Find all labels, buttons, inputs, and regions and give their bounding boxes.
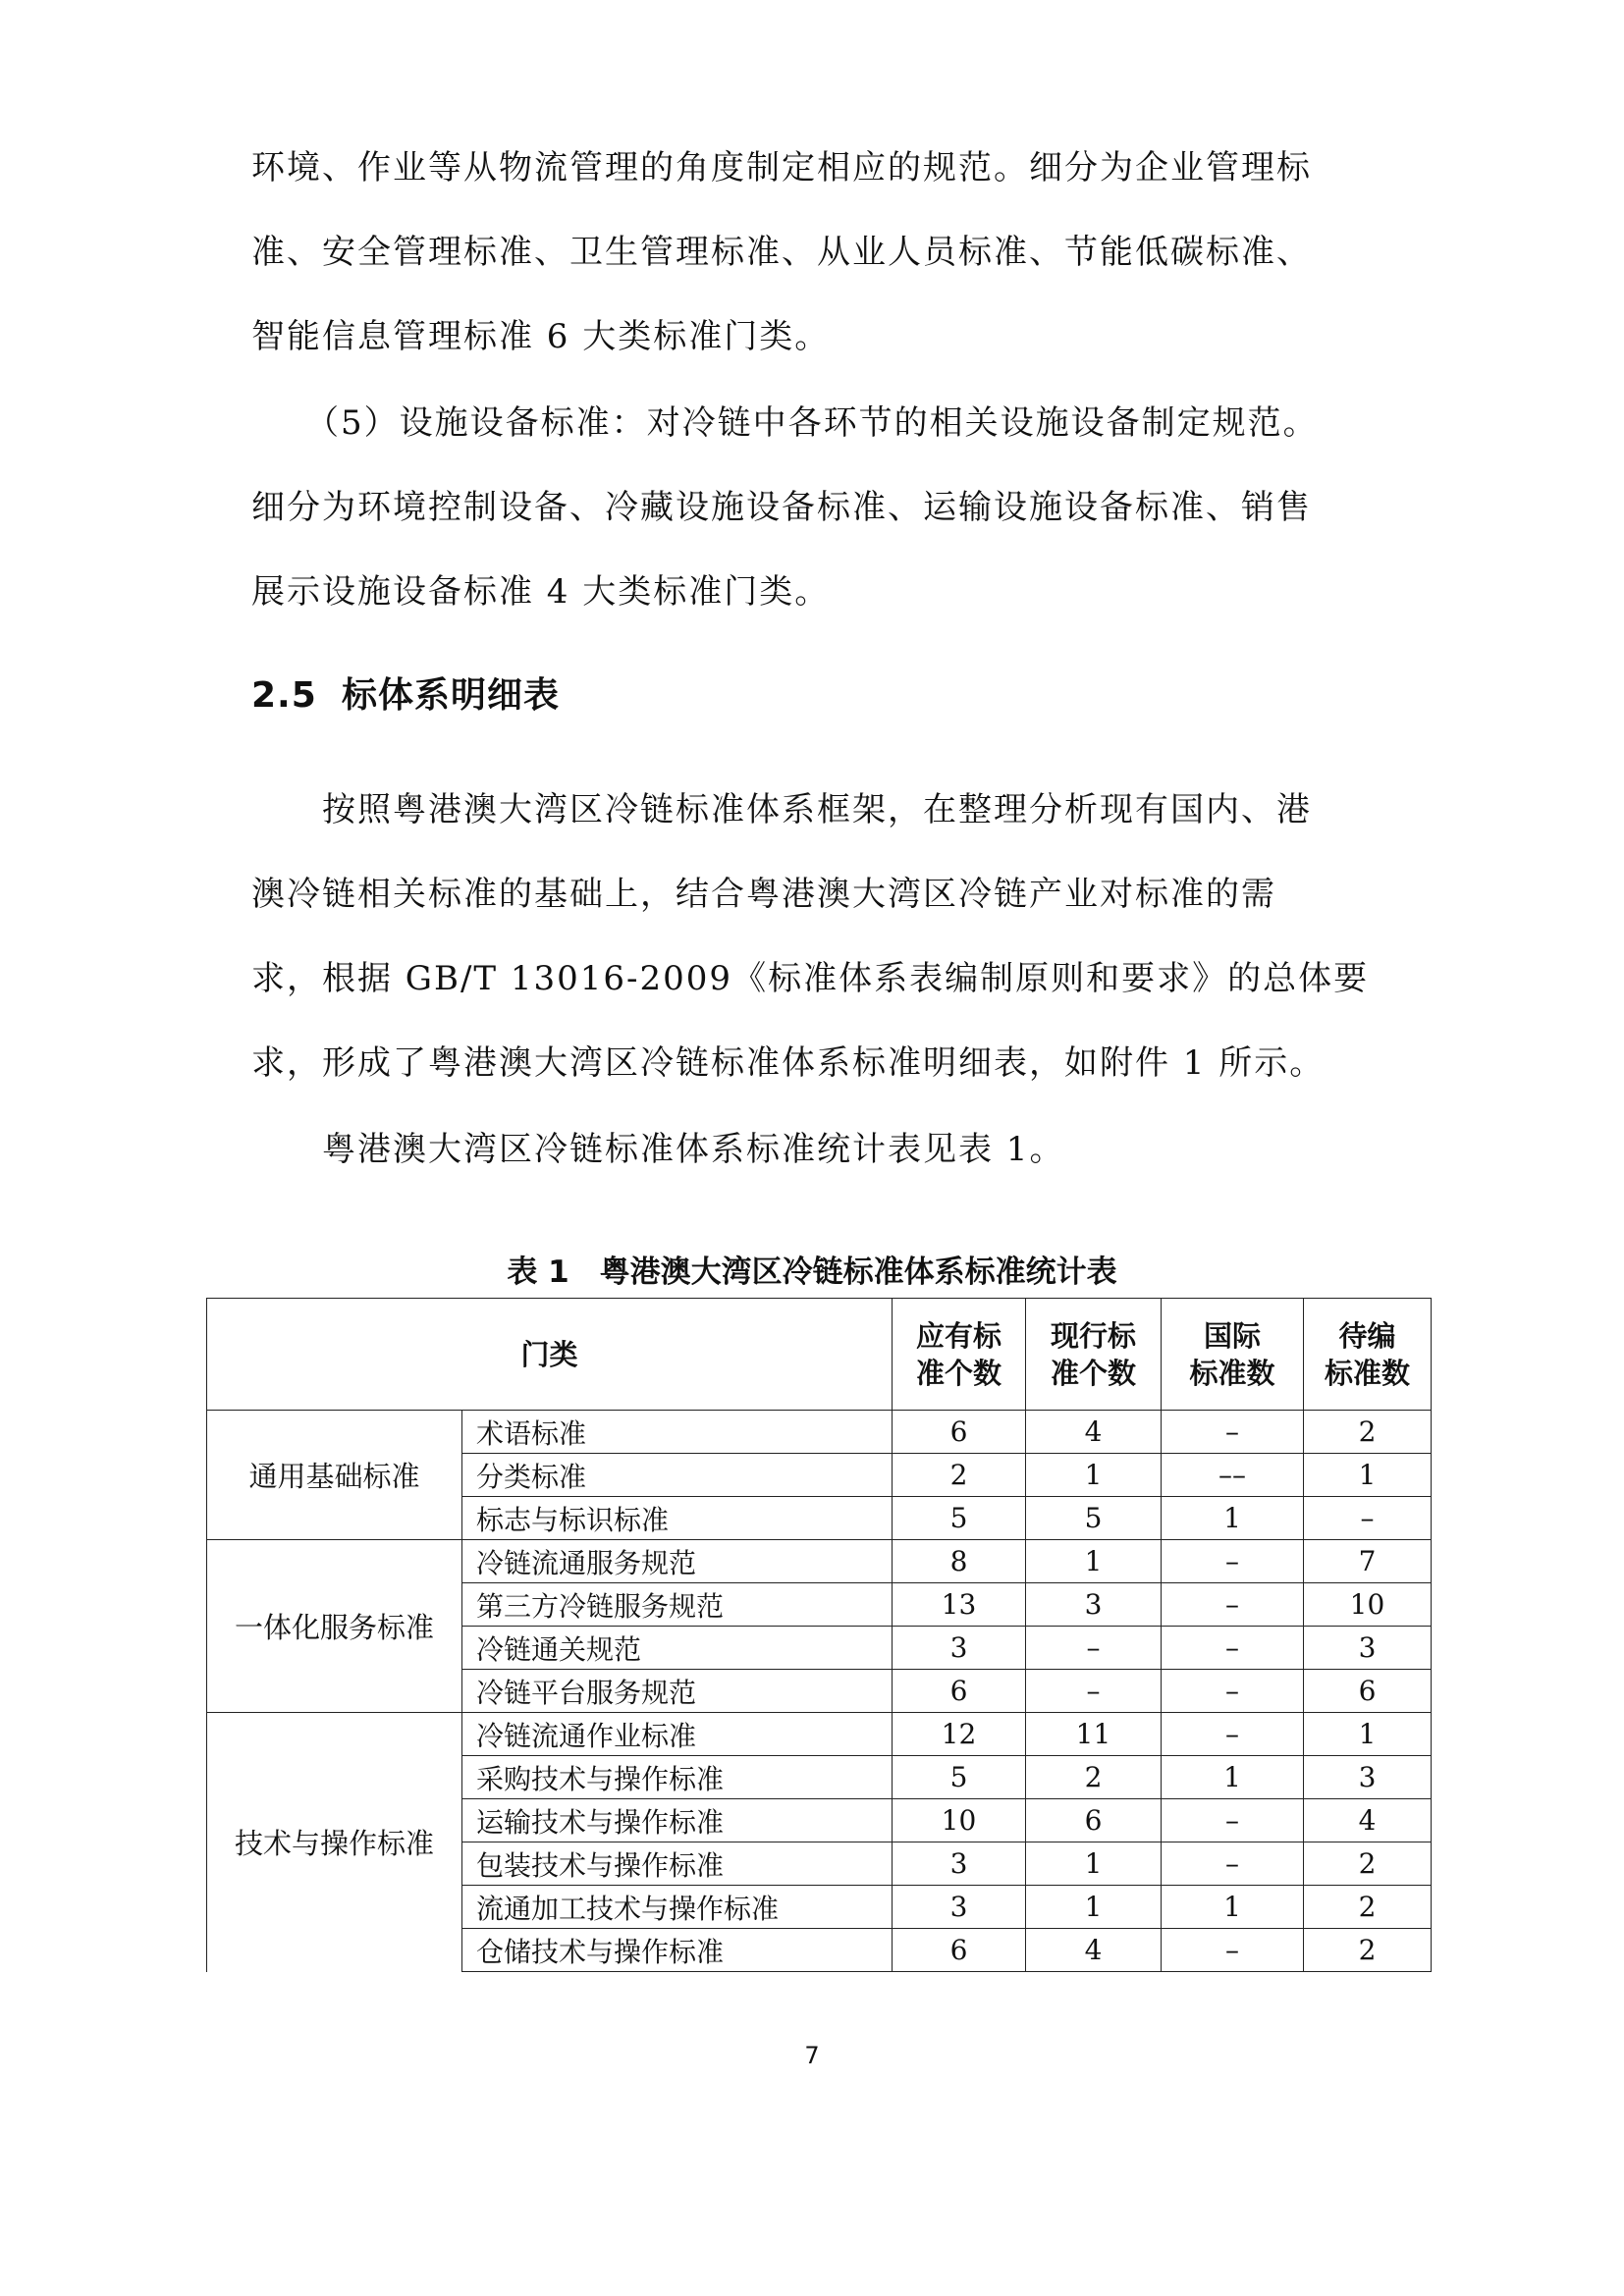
- value-cell: –: [1162, 1411, 1304, 1454]
- value-cell: 6: [893, 1929, 1026, 1972]
- value-cell: 2: [1026, 1756, 1162, 1799]
- table-row: [207, 1540, 1432, 1583]
- value-cell: 3: [893, 1627, 1026, 1670]
- table-caption: 表 1 粤港澳大湾区冷链标准体系标准统计表: [507, 1255, 1117, 1290]
- value-cell: –: [1162, 1713, 1304, 1756]
- value-cell: 6: [1304, 1670, 1432, 1713]
- value-cell: 6: [1026, 1799, 1162, 1842]
- text-line: 求，根据 GB/T 13016-2009《标准体系表编制原则和要求》的总体要: [251, 959, 1370, 998]
- paragraph-facility-equipment: [251, 381, 1390, 634]
- value-cell: –: [1026, 1670, 1162, 1713]
- category-cell: 一体化服务标准: [207, 1540, 462, 1713]
- header-line: 标准数: [1189, 1356, 1275, 1390]
- paragraph-logistics-management: [251, 126, 1390, 379]
- item-cell: 第三方冷链服务规范: [462, 1583, 893, 1627]
- value-cell: –: [1304, 1497, 1432, 1540]
- value-cell: –: [1162, 1583, 1304, 1627]
- item-cell: 标志与标识标准: [462, 1497, 893, 1540]
- value-cell: 1: [1162, 1497, 1304, 1540]
- paragraph-table-reference: [251, 1107, 1390, 1192]
- header-pending-count: [1304, 1299, 1432, 1411]
- value-cell: 5: [1026, 1497, 1162, 1540]
- value-cell: –: [1162, 1670, 1304, 1713]
- text-line: 环境、作业等从物流管理的角度制定相应的规范。细分为企业管理标: [251, 148, 1312, 187]
- item-cell: 采购技术与操作标准: [462, 1756, 893, 1799]
- value-cell: 7: [1304, 1540, 1432, 1583]
- table-row: [207, 1713, 1432, 1756]
- value-cell: 2: [1304, 1842, 1432, 1886]
- value-cell: 12: [893, 1713, 1026, 1756]
- text-line: 按照粤港澳大湾区冷链标准体系框架，在整理分析现有国内、港: [251, 790, 1312, 829]
- text-line: 澳冷链相关标准的基础上，结合粤港澳大湾区冷链产业对标准的需: [251, 875, 1276, 914]
- item-cell: 冷链平台服务规范: [462, 1670, 893, 1713]
- value-cell: 11: [1026, 1713, 1162, 1756]
- value-cell: 4: [1026, 1929, 1162, 1972]
- item-cell: 流通加工技术与操作标准: [462, 1886, 893, 1929]
- item-cell: 包装技术与操作标准: [462, 1842, 893, 1886]
- value-cell: 1: [1162, 1756, 1304, 1799]
- item-cell: 冷链通关规范: [462, 1627, 893, 1670]
- section-number: 2.5: [251, 675, 317, 716]
- table-header-row: [207, 1299, 1432, 1411]
- value-cell: 2: [893, 1454, 1026, 1497]
- text-line: （5）设施设备标准：对冷链中各环节的相关设施设备制定规范。: [251, 403, 1319, 443]
- value-cell: –: [1162, 1627, 1304, 1670]
- value-cell: 3: [893, 1886, 1026, 1929]
- value-cell: 6: [893, 1411, 1026, 1454]
- value-cell: ––: [1162, 1454, 1304, 1497]
- value-cell: 13: [893, 1583, 1026, 1627]
- header-line: 应有标: [915, 1318, 1001, 1353]
- item-cell: 仓储技术与操作标准: [462, 1929, 893, 1972]
- value-cell: 2: [1304, 1411, 1432, 1454]
- value-cell: 1: [1162, 1886, 1304, 1929]
- value-cell: 1: [1304, 1454, 1432, 1497]
- header-line: 标准数: [1324, 1356, 1410, 1390]
- value-cell: 2: [1304, 1886, 1432, 1929]
- header-line: 国际: [1203, 1318, 1261, 1353]
- header-required-count: [893, 1299, 1026, 1411]
- header-category: 门类: [207, 1299, 893, 1411]
- value-cell: 5: [893, 1497, 1026, 1540]
- text-line: 智能信息管理标准 6 大类标准门类。: [251, 317, 831, 356]
- page-number: 7: [804, 2042, 820, 2069]
- table-row: [207, 1411, 1432, 1454]
- header-current-count: [1026, 1299, 1162, 1411]
- section-heading: [251, 667, 560, 718]
- value-cell: 4: [1026, 1411, 1162, 1454]
- value-cell: 3: [1304, 1627, 1432, 1670]
- header-line: 现行标: [1050, 1318, 1136, 1353]
- value-cell: 10: [893, 1799, 1026, 1842]
- value-cell: 5: [893, 1756, 1026, 1799]
- text-line: 细分为环境控制设备、冷藏设施设备标准、运输设施设备标准、销售: [251, 488, 1312, 527]
- value-cell: –: [1162, 1799, 1304, 1842]
- value-cell: 1: [1026, 1886, 1162, 1929]
- text-line: 展示设施设备标准 4 大类标准门类。: [251, 572, 831, 612]
- item-cell: 分类标准: [462, 1454, 893, 1497]
- item-cell: 冷链流通服务规范: [462, 1540, 893, 1583]
- value-cell: –: [1162, 1929, 1304, 1972]
- value-cell: 8: [893, 1540, 1026, 1583]
- header-line: 准个数: [915, 1356, 1001, 1390]
- value-cell: –: [1162, 1540, 1304, 1583]
- value-cell: 3: [893, 1842, 1026, 1886]
- item-cell: 术语标准: [462, 1411, 893, 1454]
- item-cell: 冷链流通作业标准: [462, 1713, 893, 1756]
- text-line: 准、安全管理标准、卫生管理标准、从业人员标准、节能低碳标准、: [251, 233, 1312, 272]
- header-international-count: [1162, 1299, 1304, 1411]
- category-cell: 通用基础标准: [207, 1411, 462, 1540]
- value-cell: 6: [893, 1670, 1026, 1713]
- value-cell: –: [1026, 1627, 1162, 1670]
- category-cell: 技术与操作标准: [207, 1713, 462, 1972]
- value-cell: 1: [1026, 1842, 1162, 1886]
- value-cell: 4: [1304, 1799, 1432, 1842]
- value-cell: 1: [1304, 1713, 1432, 1756]
- section-title: 标体系明细表: [342, 675, 561, 716]
- header-line: 待编: [1338, 1318, 1396, 1353]
- value-cell: 2: [1304, 1929, 1432, 1972]
- item-cell: 运输技术与操作标准: [462, 1799, 893, 1842]
- value-cell: 3: [1026, 1583, 1162, 1627]
- header-line: 准个数: [1050, 1356, 1136, 1390]
- value-cell: 10: [1304, 1583, 1432, 1627]
- value-cell: 3: [1304, 1756, 1432, 1799]
- value-cell: 1: [1026, 1454, 1162, 1497]
- value-cell: 1: [1026, 1540, 1162, 1583]
- value-cell: –: [1162, 1842, 1304, 1886]
- paragraph-framework: [251, 768, 1390, 1105]
- standards-statistics-table: [206, 1298, 1432, 1972]
- text-line: 求，形成了粤港澳大湾区冷链标准体系标准明细表，如附件 1 所示。: [251, 1043, 1326, 1083]
- text-line: 粤港澳大湾区冷链标准体系标准统计表见表 1。: [251, 1130, 1065, 1169]
